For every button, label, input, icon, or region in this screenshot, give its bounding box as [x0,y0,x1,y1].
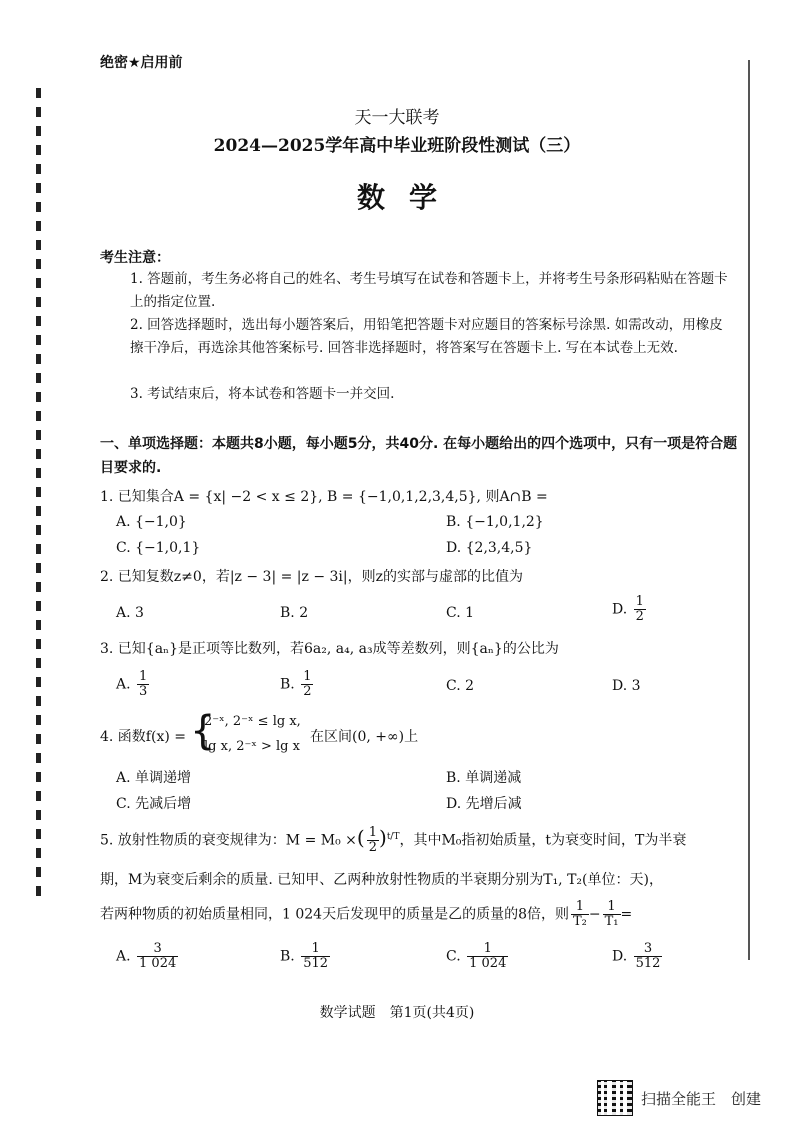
question-5-line-3 [100,900,740,929]
fraction-denominator: T₂ [573,914,587,929]
notice-item-1: 1. 答题前，考生务必将自己的姓名、考生号填写在试卷和答题卡上，并将考生号条形码粘贴在答题卡上的指定位置. [130,271,728,310]
fraction-numerator: 1 [635,594,644,609]
q2-option-a: A. 3 [116,605,144,621]
fraction-numerator: 3 [634,942,663,957]
section-heading: 一、单项选择题：本题共8小题，每小题5分，共40分. 在每小题给出的四个选项中，只有一项是符合题目要求的. [100,436,738,476]
fraction-numerator: 1 [303,669,312,684]
scanner-text: 扫描全能王 创建 [641,1089,762,1108]
q5-option-a-fraction [137,942,178,971]
q5-option-c [446,942,508,971]
piecewise-brace: { [190,708,216,754]
question-4-stem-suffix: 在区间(0, +∞)上 [310,729,419,745]
fraction-denominator: 2 [303,684,312,699]
q5-option-b-prefix: B. [280,948,295,965]
subject-title: 数学 [356,181,461,214]
fraction-denominator: 3 [139,684,148,699]
q2-option-d-fraction [634,595,646,624]
fraction-denominator: 1 024 [469,956,507,971]
fraction-numerator: 3 [137,942,178,957]
question-2-stem: 2. 已知复数z≠0，若|z − 3| = |z − 3i|，则z的实部与虚部的比值为 [100,569,523,585]
exam-name: 天一大联考 [354,108,440,128]
page-footer: 数学试题 第1页(共4页) [319,1005,475,1021]
fraction-numerator: 1 [368,825,377,841]
q3-option-a-prefix: A. [116,676,131,693]
piecewise-case-1: 2⁻ˣ, 2⁻ˣ ≤ lg x, [204,714,301,729]
q5-option-d [612,942,662,971]
q3-option-a-fraction [137,670,149,699]
q3-option-c: C. 2 [446,678,475,694]
fraction-numerator: 1 [571,900,589,915]
q1-option-c: C. {−1,0,1} [116,540,201,556]
fraction-denominator: 2 [368,840,377,856]
q5-formula-exponent: t/T [386,832,400,842]
qr-code-icon [597,1080,633,1116]
q5-option-c-prefix: C. [446,948,461,965]
q5-option-c-fraction [467,942,508,971]
q5-line1-prefix: 5. 放射性物质的衰变规律为：M = M₀ × [100,832,357,849]
exam-title: 2024—2025学年高中毕业班阶段性测试（三） [213,136,581,156]
q5-fraction-1 [571,900,589,929]
q1-option-d: D. {2,3,4,5} [446,540,533,556]
q5-line1-suffix: ，其中M₀指初始质量，t为衰变时间，T为半衰 [399,832,687,849]
fraction-numerator: 1 [603,900,621,915]
question-5-line-2: 期，M为衰变后剩余的质量. 已知甲、乙两种放射性物质的半衰期分别为T₁, T₂(单位：天)， [100,872,663,888]
q2-option-d [612,595,646,624]
fraction-numerator: 1 [301,942,330,957]
question-5-line-1: 5. 放射性物质的衰变规律为：M = M₀ ×( $\frac{1}{2}$ )$^{t/T}$，其中M₀指初始质量，t为衰变时间，T为半衰 [100,825,687,856]
q2-option-d-prefix: D. [612,601,628,618]
fraction-numerator: 1 [467,942,508,957]
q3-option-a [116,670,149,699]
q4-option-b: B. 单调递减 [446,770,522,786]
q1-option-b: B. {−1,0,1,2} [446,514,544,530]
notice-item-3: 3. 考试结束后，将本试卷和答题卡一并交回. [130,386,395,402]
q5-equals: = [620,906,633,923]
q5-line3-prefix: 若两种物质的初始质量相同，1 024天后发现甲的质量是乙的质量的8倍，则 [100,906,569,923]
q5-fraction-2 [603,900,621,929]
q3-option-b-fraction [301,670,313,699]
question-1-stem: 1. 已知集合A = {x| −2 < x ≤ 2}, B = {−1,0,1,2,3,4,5}, 则A∩B = [100,489,548,505]
q5-formula-fraction [367,826,379,855]
q5-option-d-fraction [634,942,663,971]
fraction-denominator: T₁ [604,914,619,929]
q3-option-d: D. 3 [612,678,641,694]
q5-option-a [116,942,178,971]
q5-minus: − [588,906,601,923]
q2-option-b: B. 2 [280,605,309,621]
fraction-denominator: 1 024 [139,956,177,971]
question-4-stem-prefix: 4. 函数f(x) = [100,729,186,745]
q5-option-d-prefix: D. [612,948,628,965]
fraction-denominator: 512 [303,956,329,971]
q5-option-b [280,942,330,971]
piecewise-case-2: lg x, 2⁻ˣ > lg x [204,739,300,754]
notice-title: 考生注意： [100,250,170,266]
question-3-stem: 3. 已知{aₙ}是正项等比数列，若6a₂, a₄, a₃成等差数列，则{aₙ}的公比为 [100,641,559,657]
q5-option-a-prefix: A. [116,948,131,965]
confidential-label: 绝密★启用前 [100,55,183,71]
q1-option-a: A. {−1,0} [116,514,187,530]
q4-option-a: A. 单调递增 [116,770,192,786]
scanner-watermark [597,1080,761,1116]
q2-option-c: C. 1 [446,605,475,621]
notice-item-2: 2. 回答选择题时，选出每小题答案后，用铅笔把答题卡对应题目的答案标号涂黑. 如需改动，用橡皮擦干净后，再选涂其他答案标号. 回答非选择题时，将答案写在答题卡上. 写在本试卷上无效. [130,317,723,356]
q5-option-b-fraction [301,942,330,971]
fraction-numerator: 1 [139,669,148,684]
q4-option-c: C. 先减后增 [116,796,192,812]
q3-option-b-prefix: B. [280,676,295,693]
fraction-denominator: 2 [635,609,644,624]
fraction-denominator: 512 [635,956,661,971]
q4-option-d: D. 先增后减 [446,796,522,812]
q3-option-b [280,670,313,699]
